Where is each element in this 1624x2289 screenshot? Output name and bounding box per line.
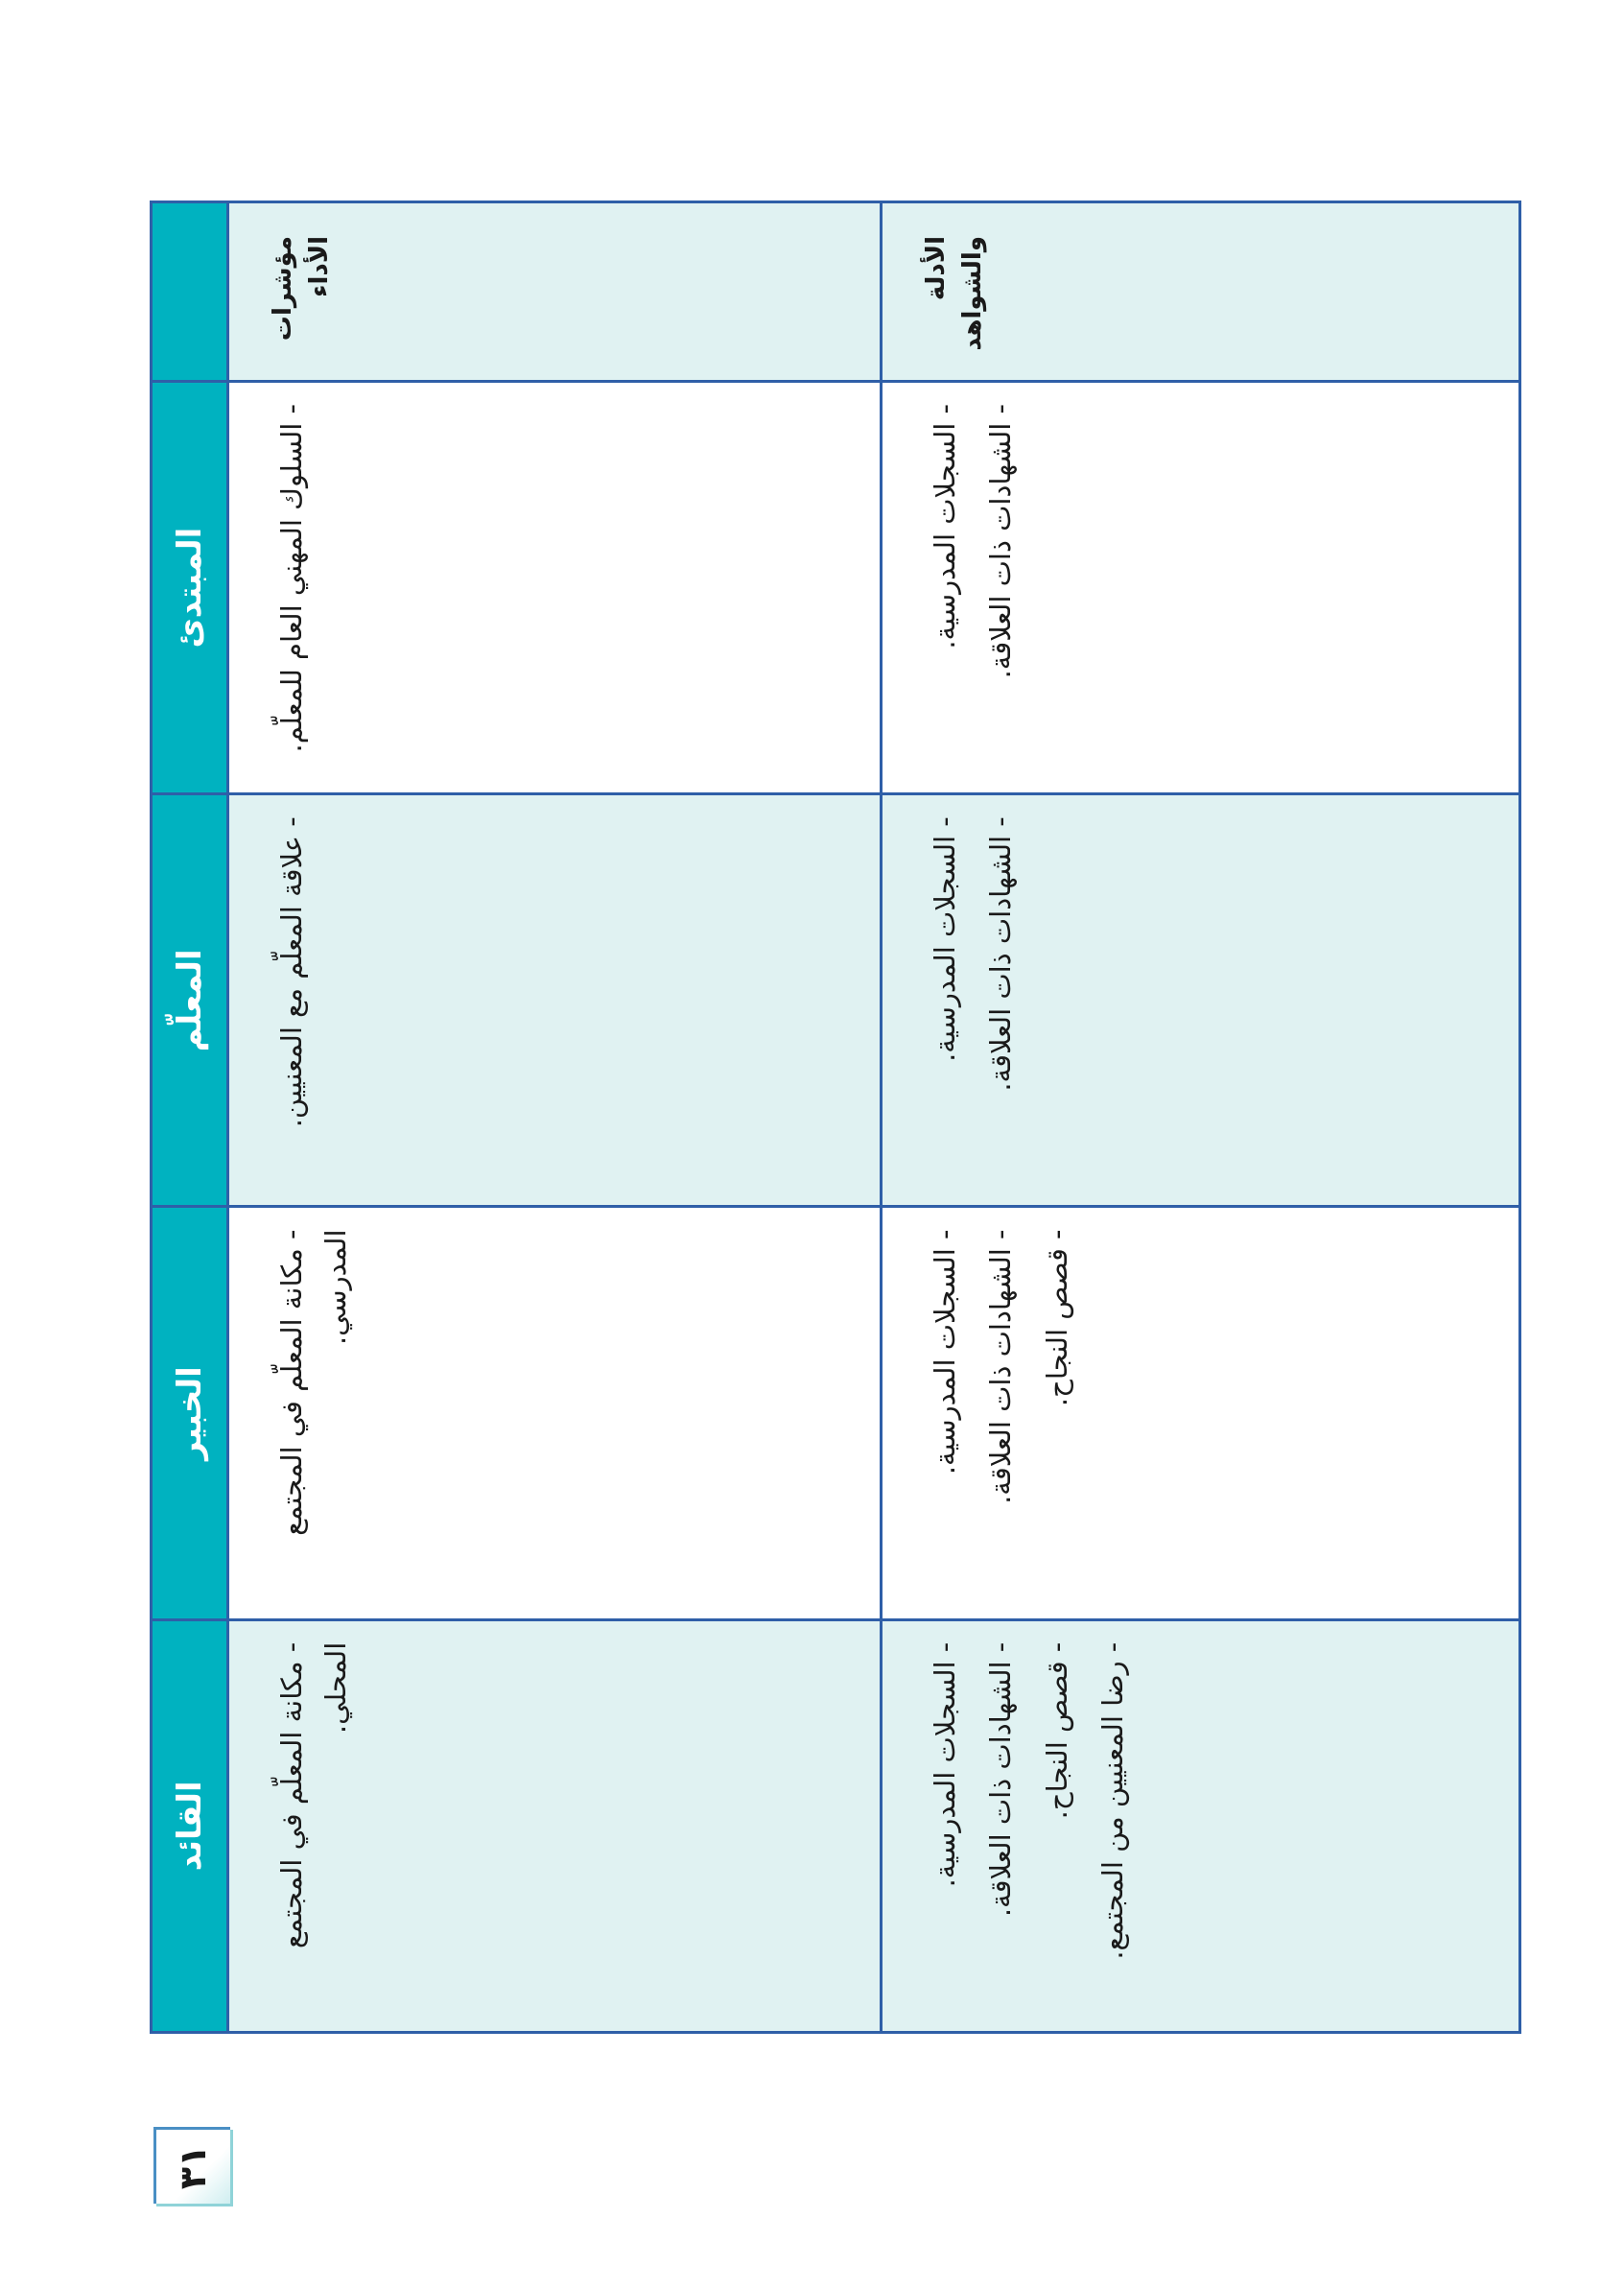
- list-item: - مكانة المعلّم في المجتمع المدرسي.: [270, 1229, 359, 1598]
- header-leader: القائد: [152, 1619, 228, 2032]
- row-label-evidence: الأدلة والشواهد: [882, 202, 1520, 382]
- list-item: - قصص النجاح.: [1035, 1229, 1079, 1598]
- header-beginner: المبتدئ: [152, 381, 228, 793]
- page-number: ٣١: [172, 2144, 215, 2189]
- list-item: - الشهادات ذات العلاقة.: [978, 1642, 1023, 2012]
- list-item: - السجلات المدرسية.: [923, 404, 967, 773]
- evidence-expert: [882, 1207, 1520, 1619]
- indicators-beginner: [228, 381, 882, 793]
- header-corner: [152, 202, 228, 382]
- header-row: [152, 202, 228, 2033]
- list-item: - السلوك المهني العام للمعلّم.: [270, 404, 314, 773]
- list-item: - الشهادات ذات العلاقة.: [978, 816, 1023, 1186]
- header-teacher: المعلّم: [152, 794, 228, 1207]
- list-item: - السجلات المدرسية.: [923, 816, 967, 1186]
- evidence-row: [882, 202, 1520, 2033]
- list-item: - علاقة المعلّم مع المعنيين.: [270, 816, 314, 1186]
- table-wrapper: [150, 201, 1448, 2034]
- list-item: - الشهادات ذات العلاقة.: [978, 1229, 1023, 1598]
- row-label-indicators: مؤشرات الأداء: [228, 202, 882, 382]
- header-expert: الخبير: [152, 1207, 228, 1619]
- rotated-page-content: [150, 201, 1448, 2034]
- evidence-leader: [882, 1619, 1520, 2032]
- indicators-leader: [228, 1619, 882, 2032]
- indicators-row: [228, 202, 882, 2033]
- indicators-expert: [228, 1207, 882, 1619]
- list-item: - قصص النجاح.: [1035, 1642, 1079, 2012]
- list-item: - السجلات المدرسية.: [923, 1229, 967, 1598]
- list-item: - الشهادات ذات العلاقة.: [978, 404, 1023, 773]
- indicators-teacher: [228, 794, 882, 1207]
- page-number-box: [153, 2127, 230, 2204]
- evidence-teacher: [882, 794, 1520, 1207]
- list-item: - رضا المعنيين من المجتمع.: [1091, 1642, 1135, 2012]
- list-item: - مكانة المعلّم في المجتمع المحلي.: [270, 1642, 359, 2012]
- performance-standards-table: [150, 201, 1521, 2034]
- list-item: - السجلات المدرسية.: [923, 1642, 967, 2012]
- evidence-beginner: [882, 381, 1520, 793]
